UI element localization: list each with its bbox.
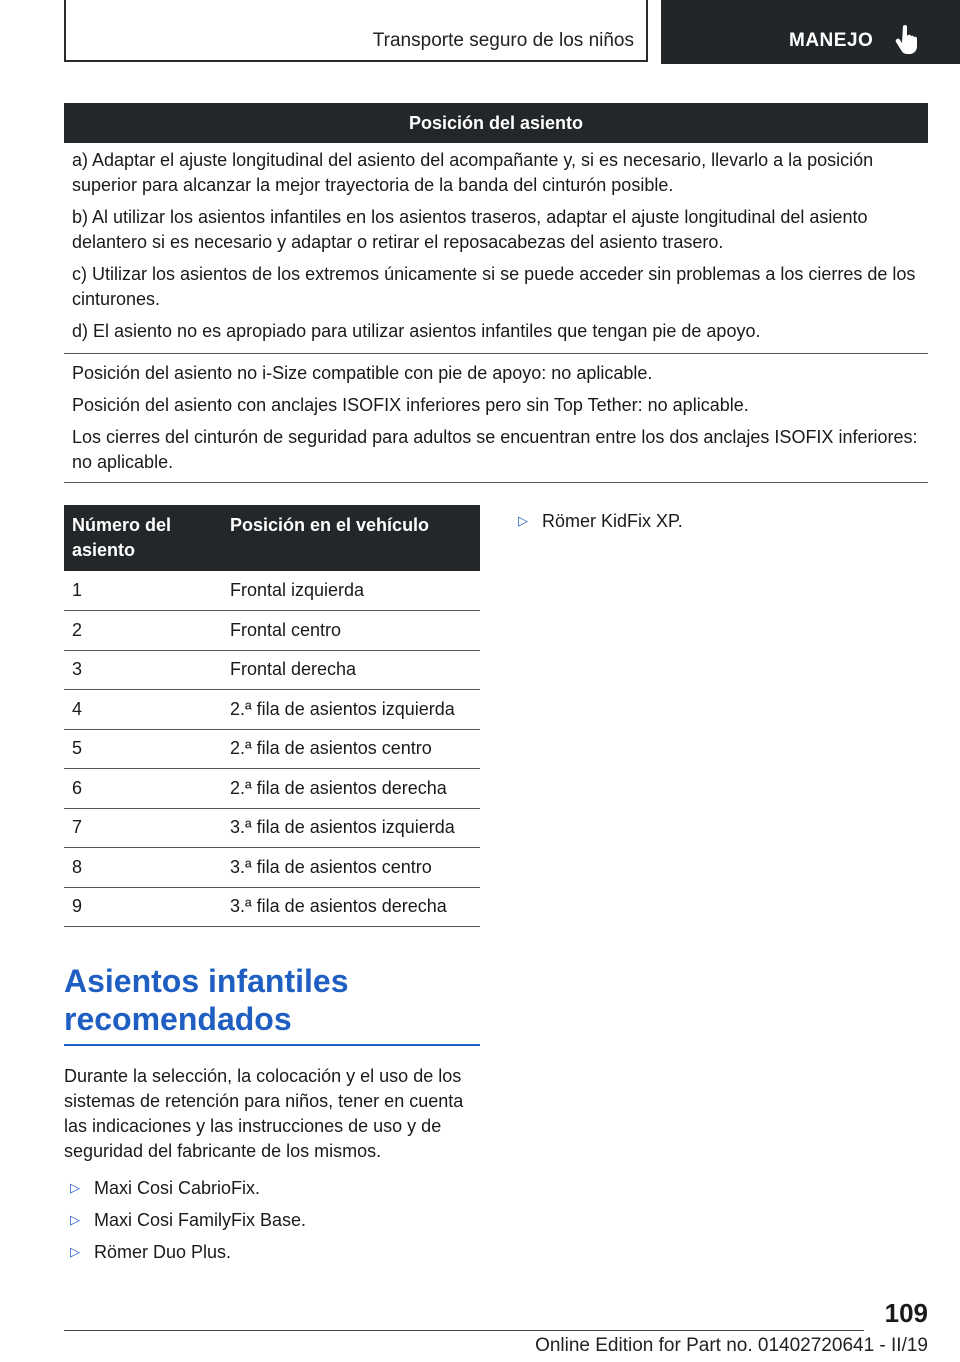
table-row xyxy=(64,887,480,927)
note-b: b) Al utilizar los asientos infantiles en los asientos traseros, adaptar el ajuste longitudinal del asiento delantero si es necesario y adaptar o retirar el reposacabezas del asiento trasero. xyxy=(72,207,868,252)
seat-number: 6 xyxy=(64,769,222,809)
note-c: c) Utilizar los asientos de los extremos únicamente si se puede acceder sin problemas a los cierres de los cinturones. xyxy=(72,264,916,309)
info-line: Los cierres del cinturón de seguridad para adultos se encuentran entre los dos anclajes ISOFIX inferiores: no aplicable. xyxy=(72,427,918,472)
table-row xyxy=(64,611,480,651)
seat-position: 2.ª fila de asientos centro xyxy=(222,729,480,769)
intro-paragraph: Durante la selección, la colocación y el uso de los sistemas de retención para niños, tener en cuenta las indicaciones y las instrucciones de uso y de seguridad del fabricante de los mismos. xyxy=(64,1066,464,1161)
info-line: Posición del asiento con anclajes ISOFIX inferiores pero sin Top Tether: no aplicable. xyxy=(72,395,749,415)
seat-number: 5 xyxy=(64,729,222,769)
position-box-title: Posición del asiento xyxy=(64,103,928,143)
page-number: 109 xyxy=(884,1298,928,1328)
table-row xyxy=(64,808,480,848)
position-notes xyxy=(64,148,928,351)
list-item xyxy=(64,1204,480,1236)
list-item-label: Römer Duo Plus. xyxy=(94,1241,232,1262)
seat-position: 2.ª fila de asientos derecha xyxy=(222,769,480,809)
triangle-bullet-icon: ▷ xyxy=(518,513,528,528)
seat-table xyxy=(64,505,480,927)
note-d: d) El asiento no es apropiado para utilizar asientos infantiles que tengan pie de apoyo. xyxy=(72,321,761,341)
hand-pointer-icon xyxy=(895,24,921,54)
seat-number: 3 xyxy=(64,650,222,690)
seat-number: 2 xyxy=(64,611,222,651)
table-header-row xyxy=(64,505,480,571)
table-row xyxy=(64,571,480,611)
table-row xyxy=(64,769,480,809)
list-item-label: Römer KidFix XP. xyxy=(542,510,683,531)
column-header: Posición en el vehículo xyxy=(222,505,480,571)
triangle-bullet-icon: ▷ xyxy=(70,1244,80,1259)
list-item xyxy=(64,1172,480,1204)
note-a: a) Adaptar el ajuste longitudinal del asiento del acompañante y, si es necesario, llevarlo a la posición superior para alcanzar la mejor trayectoria de la banda del cinturón posible. xyxy=(72,150,874,195)
seat-position: 3.ª fila de asientos centro xyxy=(222,848,480,888)
list-item-label: Maxi Cosi FamilyFix Base. xyxy=(94,1209,307,1230)
triangle-bullet-icon: ▷ xyxy=(70,1180,80,1195)
seat-number: 9 xyxy=(64,887,222,927)
table-row xyxy=(64,848,480,888)
seat-number: 8 xyxy=(64,848,222,888)
recommended-list xyxy=(64,1172,480,1268)
seat-position: 2.ª fila de asientos izquierda xyxy=(222,690,480,730)
divider xyxy=(64,353,928,354)
footer-edition: Online Edition for Part no. 01402720641 - II/19 xyxy=(535,1335,928,1356)
column-header: Número del asiento xyxy=(64,505,222,571)
table-row xyxy=(64,729,480,769)
header-section-tab xyxy=(661,0,960,64)
position-info xyxy=(64,361,928,482)
info-line: Posición del asiento no i-Size compatible con pie de apoyo: no aplicable. xyxy=(72,363,653,383)
seat-number: 1 xyxy=(64,571,222,611)
seat-position: Frontal derecha xyxy=(222,650,480,690)
seat-position: 3.ª fila de asientos izquierda xyxy=(222,808,480,848)
chapter-title: Transporte seguro de los niños xyxy=(372,30,634,51)
table-row xyxy=(64,690,480,730)
seat-number: 7 xyxy=(64,808,222,848)
recommended-list-right xyxy=(512,505,928,537)
list-item-label: Maxi Cosi CabrioFix. xyxy=(94,1177,261,1198)
section-title: MANEJO xyxy=(789,30,874,51)
footer-divider xyxy=(64,1330,864,1331)
seat-position: Frontal izquierda xyxy=(222,571,480,611)
seat-position: Frontal centro xyxy=(222,611,480,651)
seat-number: 4 xyxy=(64,690,222,730)
divider xyxy=(64,482,928,483)
seat-position: 3.ª fila de asientos derecha xyxy=(222,887,480,927)
header-chapter-box xyxy=(64,0,648,62)
triangle-bullet-icon: ▷ xyxy=(70,1212,80,1227)
section-heading: Asientos infantiles recomendados xyxy=(64,962,480,1046)
list-item xyxy=(64,1236,480,1268)
table-row xyxy=(64,650,480,690)
list-item xyxy=(512,505,928,537)
